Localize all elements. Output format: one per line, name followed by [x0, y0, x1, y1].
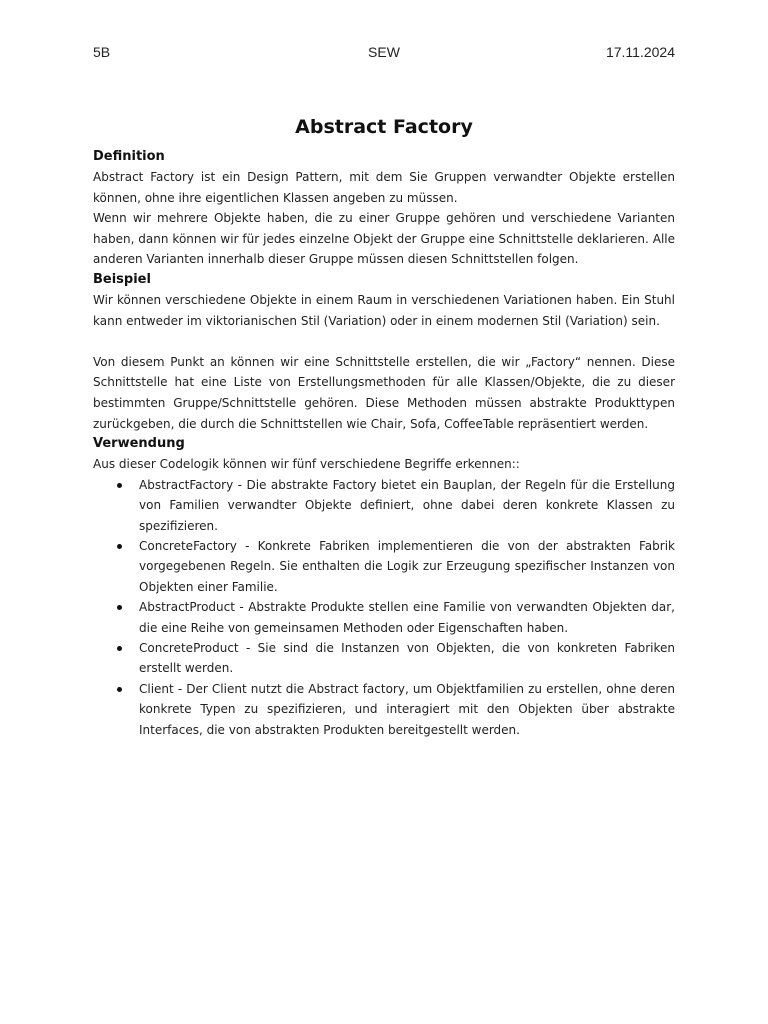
list-item-text: Client - Der Client nutzt die Abstract factory, um Objektfamilien zu erstellen, ohne deren konkrete Typen zu spezifizieren, und interagiert mit den Objekten über abstrakte Interfaces, die von abstrakten Produkten bereitgestellt werden.: [139, 681, 675, 737]
bullet-icon: [117, 605, 122, 610]
list-item: [93, 536, 675, 597]
example-heading: Beispiel: [93, 271, 151, 287]
list-item: [93, 475, 675, 536]
usage-heading: Verwendung: [93, 436, 185, 452]
header-subject-label: SEW: [368, 44, 400, 60]
bullet-icon: [117, 687, 122, 692]
list-item-text: AbstractProduct - Abstrakte Produkte stellen eine Familie von verwandten Objekten dar, die eine Reihe von gemeinsamen Methoden oder Eigenschaften haben.: [139, 600, 675, 635]
usage-intro: Aus dieser Codelogik können wir fünf verschiedene Begriffe erkennen::: [93, 457, 520, 472]
page-title: Abstract Factory: [295, 116, 473, 138]
header-class-label: 5B: [93, 44, 111, 60]
list-item: [93, 679, 675, 740]
usage-term-list: [93, 475, 675, 740]
example-paragraph-1: Wir können verschiedene Objekte in einem Raum in verschiedenen Variationen haben. Ein Stuhl kann entweder im viktorianischen Stil (Variation) oder in einem modernen Stil (Variation) sein.: [93, 292, 675, 328]
example-paragraph-2: Von diesem Punkt an können wir eine Schnittstelle erstellen, die wir „Factory“ nennen. Diese Schnittstelle hat eine Liste von Erstellungsmethoden für alle Klassen/Objekte, die zu dieser bestimmten Gruppe/Schnittstelle gehören. Diese Methoden müssen abstrakte Produkttypen zurückgeben, die durch die Schnittstellen wie Chair, Sofa, CoffeeTable repräsentiert werden.: [93, 354, 675, 431]
page-header: [93, 43, 675, 63]
header-date: 17.11.2024: [605, 44, 675, 60]
definition-paragraph-1: Abstract Factory ist ein Design Pattern, mit dem Sie Gruppen verwandter Objekte erstellen können, ohne ihre eigentlichen Klassen angeben zu müssen.: [93, 170, 675, 205]
list-item-text: AbstractFactory - Die abstrakte Factory bietet ein Bauplan, der Regeln für die Erstellung von Familien verwandter Objekte definiert, ohne dabei deren konkrete Klassen zu spezifizieren.: [139, 477, 675, 533]
list-item-text: ConcreteProduct - Sie sind die Instanzen von Objekten, die von konkreten Fabriken erstellt werden.: [139, 640, 675, 676]
list-item-text: ConcreteFactory - Konkrete Fabriken implementieren die von der abstrakten Fabrik vorgegebenen Regeln. Sie enthalten die Logik zur Erzeugung spezifischer Instanzen von Objekten einer Familie.: [139, 538, 675, 594]
list-item: [93, 638, 675, 679]
document-body: [93, 113, 675, 740]
definition-heading: Definition: [93, 149, 165, 164]
bullet-icon: [117, 483, 122, 488]
definition-paragraph-2: Wenn wir mehrere Objekte haben, die zu einer Gruppe gehören und verschiedene Varianten haben, dann können wir für jedes einzelne Objekt der Gruppe eine Schnittstelle deklarieren. Alle anderen Varianten innerhalb dieser Gruppe müssen diesen Schnittstellen folgen.: [93, 211, 675, 267]
bullet-icon: [117, 646, 122, 651]
bullet-icon: [117, 544, 122, 549]
list-item: [93, 597, 675, 638]
